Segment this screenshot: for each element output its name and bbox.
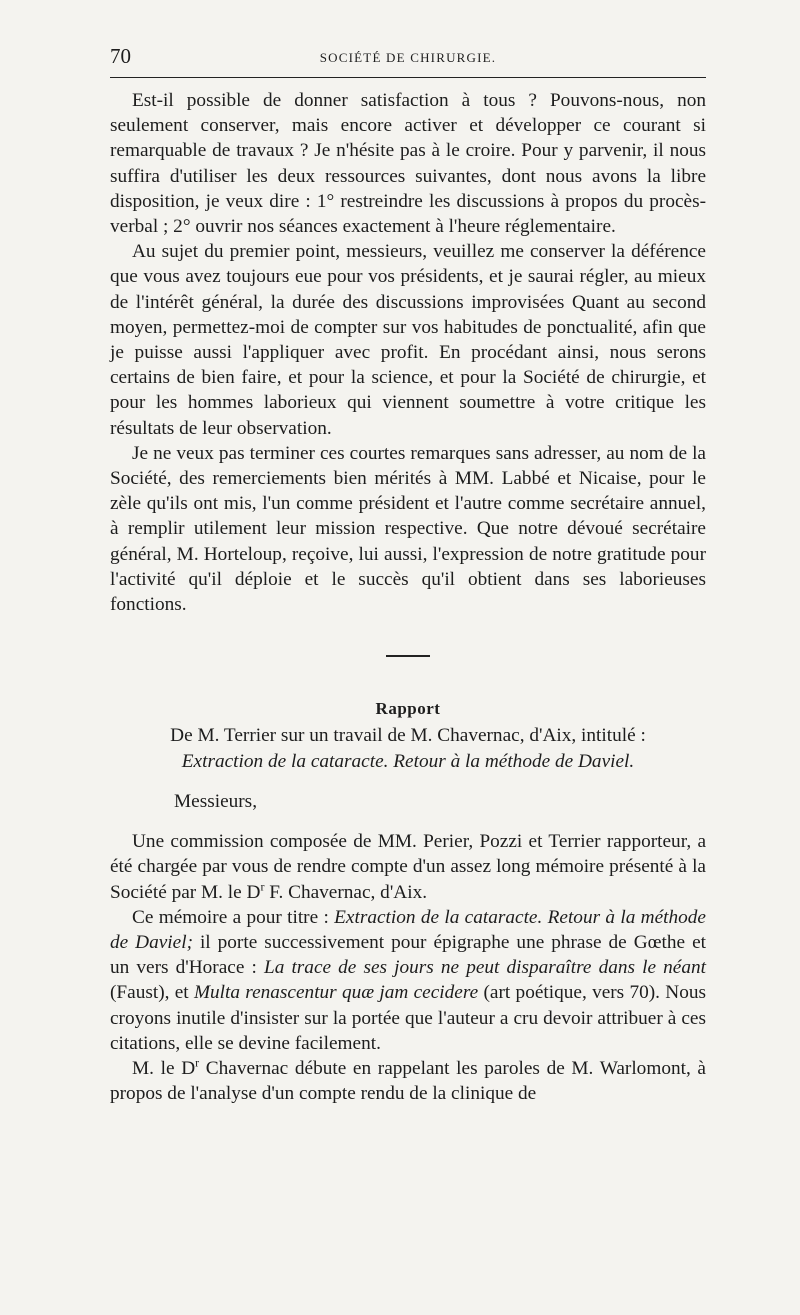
paragraph-3: Je ne veux pas terminer ces courtes remarques sans adresser, au nom de la Société, des remerciements bien mérités à MM. Labbé et Nicaise, pour le zèle qu'ils ont mis, l'un comme président et l'autre comme secrétaire annuel, à remplir utilement leur mission respective. Que notre dévoué secrétaire général, M. Horteloup, reçoive, lui aussi, l'expression de notre gratitude pour l'activité qu'il déploie et le succès qu'il obtient dans ses laborieuses fonctions. <box>110 442 706 616</box>
report-heading <box>110 723 706 775</box>
paragraph-5-text-a: Ce mémoire a pour titre : <box>132 906 335 928</box>
paragraph-5-title: Extraction de la cataracte. Retour à la méthode de Daviel; <box>110 906 706 954</box>
paragraph-6 <box>110 1056 706 1106</box>
paragraph-6-text-b: Chavernac débute en rappelant les paroles de M. Warlomont, à propos de l'analyse d'un compte rendu de la clinique de <box>110 1058 706 1105</box>
paragraph-1: Est-il possible de donner satisfaction à tous ? Pouvons-nous, non seulement conserver, mais encore activer et développer ce courant si remarquable de travaux ? Je n'hésite pas à le croire. Pour y parvenir, il nous suffira d'utiliser les deux ressources suivantes, dont nous avons la libre disposition, je veux dire : 1° restreindre les discussions à propos du procès-verbal ; 2° ouvrir nos séances exactement à l'heure réglementaire. <box>110 90 706 238</box>
paragraph-4-text-a: Une commission composée de MM. Perier, Pozzi et Terrier rapporteur, a été chargée par vous de rendre compte d'un assez long mémoire présenté à la Société par M. le D <box>110 831 706 903</box>
paragraph-4 <box>110 829 706 905</box>
paragraph-6-sup: r <box>195 1055 200 1070</box>
paragraph-5-text-d: (art poétique, vers 70). Nous croyons inutile d'insister sur la portée que l'auteur a cru devoir attribuer à ces citations, elle se devine facilement. <box>110 982 707 1054</box>
paragraph-5-quote-1: La trace de ses jours ne peut disparaître dans le néant <box>263 957 706 979</box>
paragraph-4-text-b: F. Chavernac, d'Aix. <box>264 881 428 903</box>
report-work-title: Extraction de la cataracte. Retour à la méthode de Daviel. <box>181 751 635 773</box>
page-header <box>110 44 706 70</box>
paragraph-5 <box>110 905 706 1056</box>
paragraph-5-text-b: il porte successivement pour épigraphe une phrase de Gœthe et un vers d'Horace : <box>110 932 706 979</box>
paragraph-6-text-a: M. le D <box>132 1058 196 1080</box>
paragraph-5-text-c: (Faust), et <box>110 982 194 1004</box>
section-separator <box>386 655 430 657</box>
page-number: 70 <box>110 44 131 68</box>
page-body <box>110 88 706 1107</box>
paragraph-5-quote-2: Multa renascentur quæ jam cecidere <box>193 982 479 1004</box>
paragraph-4-sup: r <box>260 879 265 894</box>
paragraph-2: Au sujet du premier point, messieurs, veuillez me conserver la déférence que vous avez toujours eue pour vos présidents, et je saurai régler, au mieux de l'intérêt général, la durée des discussions improvisées Quant au second moyen, permettez-moi de compter sur vos habitudes de ponctualité, afin que je puisse aussi l'appliquer avec profit. En procédant ainsi, nous serons certains de bien faire, et pour la science, et pour la Société de chirurgie, et pour les hommes laborieux qui viennent soumettre à votre critique les résultats de leur observation. <box>110 241 706 439</box>
running-title: SOCIÉTÉ DE CHIRURGIE. <box>319 50 497 65</box>
salutation: Messieurs, <box>174 791 258 813</box>
section-title: Rapport <box>375 699 441 719</box>
header-rule <box>110 77 706 78</box>
report-intro: De M. Terrier sur un travail de M. Chavernac, d'Aix, intitulé : <box>170 725 646 747</box>
